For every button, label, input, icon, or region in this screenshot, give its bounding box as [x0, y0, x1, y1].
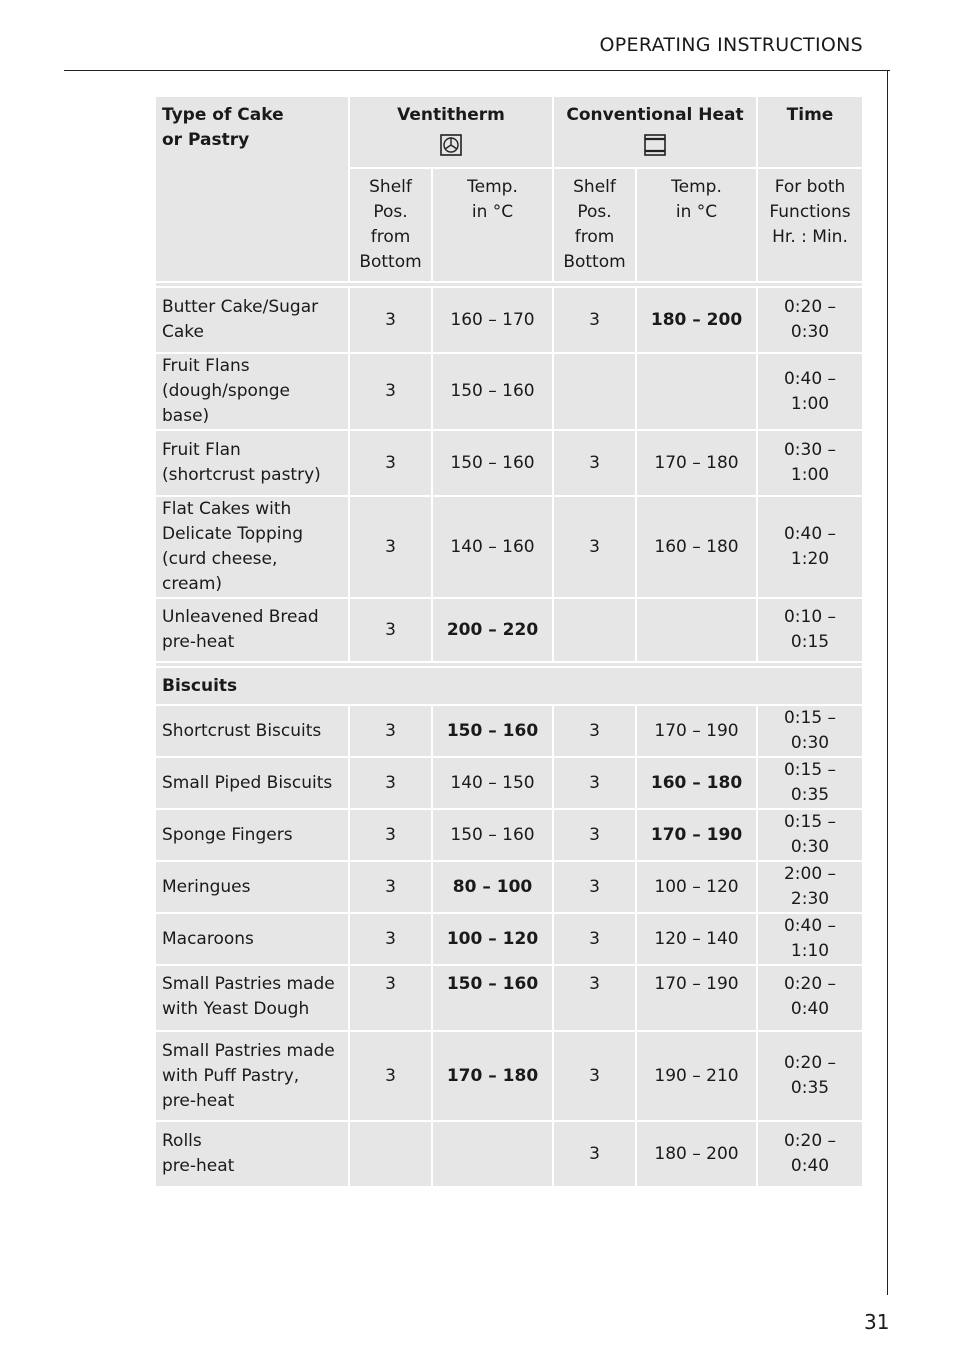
- subheader-venti-shelf: Shelf Pos. from Bottom: [349, 168, 432, 282]
- cell-conv-temp: 170 – 190: [636, 705, 757, 757]
- cell-time: 0:20 – 0:40: [757, 965, 863, 1031]
- cell-conv-shelf: 3: [553, 965, 636, 1031]
- table-row: [155, 913, 863, 965]
- table-row: [155, 430, 863, 496]
- col-header-ventitherm: Ventitherm: [349, 96, 553, 168]
- col-header-type: Type of Cake or Pastry: [155, 96, 349, 282]
- cell-venti-shelf: 3: [349, 496, 432, 598]
- cell-venti-temp: 100 – 120: [432, 913, 553, 965]
- page-number: 31: [864, 1310, 890, 1334]
- cell-name: Small Pastries made with Yeast Dough: [155, 965, 349, 1031]
- cell-conv-temp: 170 – 190: [636, 965, 757, 1031]
- cell-conv-temp: 160 – 180: [636, 757, 757, 809]
- cell-conv-temp: [636, 598, 757, 662]
- cell-venti-temp: 150 – 160: [432, 705, 553, 757]
- side-rule: [887, 70, 888, 1295]
- table-row: [155, 705, 863, 757]
- cell-venti-temp: 170 – 180: [432, 1031, 553, 1121]
- cell-conv-shelf: 3: [553, 757, 636, 809]
- table-row: [155, 1121, 863, 1187]
- table-row: [155, 861, 863, 913]
- subheader-venti-temp: Temp. in °C: [432, 168, 553, 282]
- cell-name: Small Pastries made with Puff Pastry, pre-heat: [155, 1031, 349, 1121]
- cell-time: 0:10 – 0:15: [757, 598, 863, 662]
- cell-venti-temp: 80 – 100: [432, 861, 553, 913]
- cell-venti-temp: 200 – 220: [432, 598, 553, 662]
- col-header-conventional: Conventional Heat: [553, 96, 757, 168]
- cell-conv-shelf: 3: [553, 496, 636, 598]
- cell-name: Fruit Flans (dough/sponge base): [155, 353, 349, 430]
- cell-name: Macaroons: [155, 913, 349, 965]
- cell-conv-temp: 180 – 200: [636, 1121, 757, 1187]
- cell-conv-temp: [636, 353, 757, 430]
- cell-conv-temp: 160 – 180: [636, 496, 757, 598]
- subheader-time: For both Functions Hr. : Min.: [757, 168, 863, 282]
- subheader-conv-shelf: Shelf Pos. from Bottom: [553, 168, 636, 282]
- page-header-title: OPERATING INSTRUCTIONS: [599, 34, 863, 56]
- cell-conv-shelf: 3: [553, 287, 636, 353]
- cell-venti-temp: 150 – 160: [432, 353, 553, 430]
- table-row: [155, 809, 863, 861]
- fan-icon: [440, 134, 462, 164]
- cell-venti-temp: [432, 1121, 553, 1187]
- cell-conv-shelf: 3: [553, 861, 636, 913]
- cell-name: Small Piped Biscuits: [155, 757, 349, 809]
- cell-venti-shelf: 3: [349, 965, 432, 1031]
- cell-venti-shelf: 3: [349, 598, 432, 662]
- cell-name: Shortcrust Biscuits: [155, 705, 349, 757]
- cell-venti-shelf: [349, 1121, 432, 1187]
- cell-conv-temp: 120 – 140: [636, 913, 757, 965]
- cell-conv-shelf: 3: [553, 430, 636, 496]
- cell-conv-temp: 100 – 120: [636, 861, 757, 913]
- header-rule: [64, 70, 890, 71]
- cell-time: 0:40 – 1:20: [757, 496, 863, 598]
- cell-name: Butter Cake/Sugar Cake: [155, 287, 349, 353]
- cell-time: 0:20 – 0:40: [757, 1121, 863, 1187]
- baking-table: [154, 95, 864, 1188]
- table-header-row: [155, 96, 863, 168]
- table-row: [155, 1031, 863, 1121]
- table-row: [155, 965, 863, 1031]
- cell-time: 0:40 – 1:00: [757, 353, 863, 430]
- cell-venti-temp: 140 – 160: [432, 496, 553, 598]
- cell-name: Unleavened Bread pre-heat: [155, 598, 349, 662]
- table-row: [155, 757, 863, 809]
- cell-conv-shelf: 3: [553, 1031, 636, 1121]
- cell-time: 0:15 – 0:35: [757, 757, 863, 809]
- cell-venti-shelf: 3: [349, 861, 432, 913]
- cell-time: 0:15 – 0:30: [757, 809, 863, 861]
- cell-venti-temp: 160 – 170: [432, 287, 553, 353]
- cell-venti-shelf: 3: [349, 757, 432, 809]
- table-row: [155, 598, 863, 662]
- cell-conv-temp: 170 – 190: [636, 809, 757, 861]
- table-row: [155, 287, 863, 353]
- table-row: [155, 496, 863, 598]
- cell-time: 0:15 – 0:30: [757, 705, 863, 757]
- cell-name: Meringues: [155, 861, 349, 913]
- cell-name: Sponge Fingers: [155, 809, 349, 861]
- cell-conv-shelf: 3: [553, 809, 636, 861]
- cell-venti-temp: 140 – 150: [432, 757, 553, 809]
- cell-venti-shelf: 3: [349, 353, 432, 430]
- cell-name: Fruit Flan (shortcrust pastry): [155, 430, 349, 496]
- cell-conv-temp: 190 – 210: [636, 1031, 757, 1121]
- cell-conv-temp: 180 – 200: [636, 287, 757, 353]
- cell-time: 0:30 – 1:00: [757, 430, 863, 496]
- cell-venti-shelf: 3: [349, 430, 432, 496]
- cell-venti-temp: 150 – 160: [432, 965, 553, 1031]
- section-title-biscuits: Biscuits: [155, 667, 863, 705]
- table-row: [155, 353, 863, 430]
- oven-icon: [644, 134, 666, 164]
- cell-name: Rolls pre-heat: [155, 1121, 349, 1187]
- cell-venti-shelf: 3: [349, 1031, 432, 1121]
- cell-venti-shelf: 3: [349, 287, 432, 353]
- cell-venti-temp: 150 – 160: [432, 809, 553, 861]
- cell-venti-shelf: 3: [349, 809, 432, 861]
- cell-conv-temp: 170 – 180: [636, 430, 757, 496]
- cell-conv-shelf: 3: [553, 705, 636, 757]
- cell-time: 0:20 – 0:35: [757, 1031, 863, 1121]
- cell-time: 0:20 – 0:30: [757, 287, 863, 353]
- cell-conv-shelf: [553, 353, 636, 430]
- cell-conv-shelf: 3: [553, 913, 636, 965]
- cell-venti-shelf: 3: [349, 705, 432, 757]
- cell-time: 2:00 – 2:30: [757, 861, 863, 913]
- cell-conv-shelf: [553, 598, 636, 662]
- section-row-biscuits: [155, 667, 863, 705]
- col-header-time: Time: [757, 96, 863, 168]
- subheader-conv-temp: Temp. in °C: [636, 168, 757, 282]
- cell-venti-shelf: 3: [349, 913, 432, 965]
- cell-conv-shelf: 3: [553, 1121, 636, 1187]
- cell-time: 0:40 – 1:10: [757, 913, 863, 965]
- cell-venti-temp: 150 – 160: [432, 430, 553, 496]
- cell-name: Flat Cakes with Delicate Topping (curd cheese, cream): [155, 496, 349, 598]
